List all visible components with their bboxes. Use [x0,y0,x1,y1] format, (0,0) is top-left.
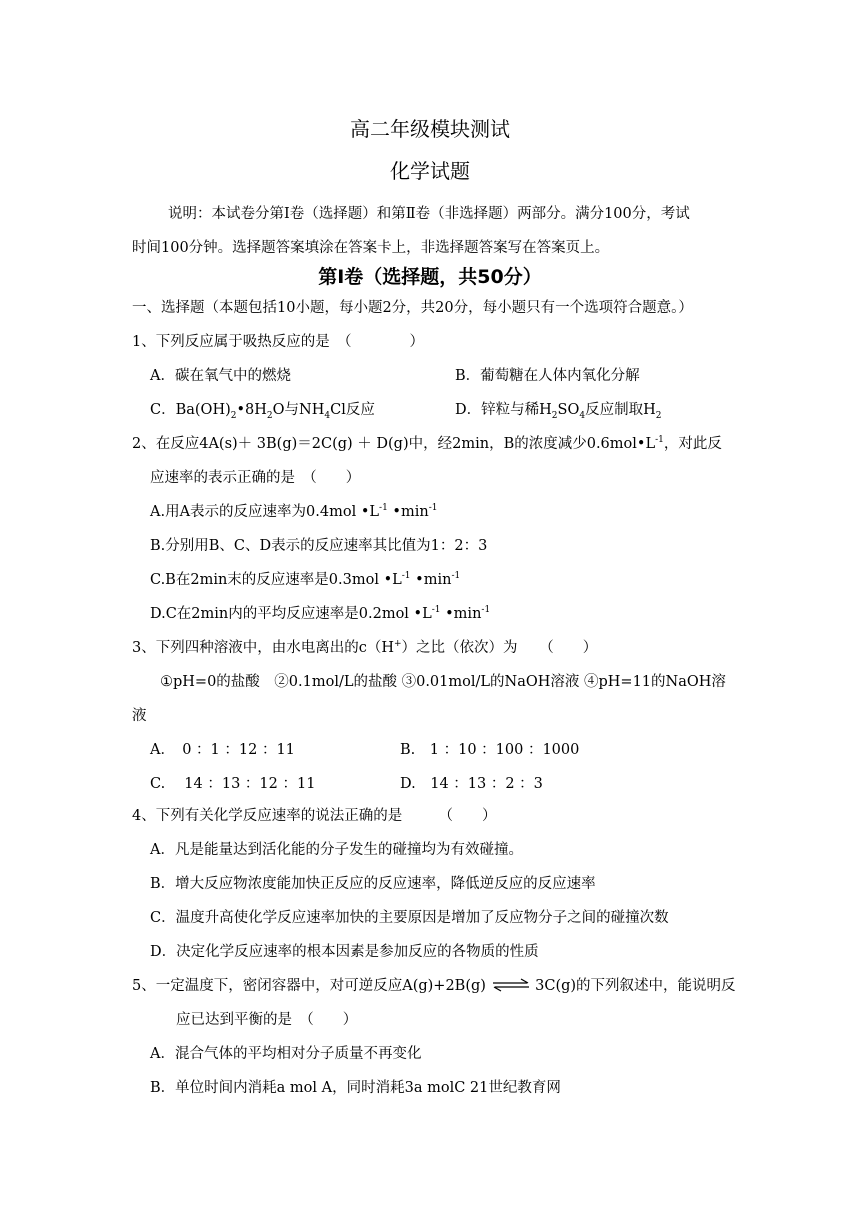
q3-option-c: C. 14 ：13 ：12 ：11 [150,776,316,792]
q1-option-d-text: SO [557,402,580,418]
q5-stem-line-1 [132,976,736,996]
superscript: -1 [379,503,388,514]
part-heading: 一、选择题（本题包括10小题，每小题2分，共20分，每小题只有一个选项符合题意。） [132,300,693,316]
q1-option-d [455,400,661,420]
q1-option-b: B．葡萄糖在人体内氧化分解 [455,368,640,384]
q1-option-c-text: •8H [236,402,267,418]
q3-option-d: D. 14 ：13 ：2 ：3 [400,776,543,792]
q1-option-a: A．碳在氧气中的燃烧 [150,368,291,384]
q3-stem-text: 3、下列四种溶液中，由水电离出的c（H [132,640,394,656]
q1-option-c-text: Cl反应 [330,402,375,418]
q1-option-c-text: C．Ba(OH) [150,402,231,418]
q4-option-d: D．决定化学反应速率的根本因素是参加反应的各物质的性质 [150,944,539,960]
q2-option-d-text: D.C在2min内的平均反应速率是0.2mol •L [150,606,432,622]
subscript: 4 [324,410,331,421]
q3-items-line: ①pH=0的盐酸 ②0.1mol/L的盐酸 ③0.01mol/L的NaOH溶液 ④pH=11的NaOH溶 [160,674,726,690]
q3-items-wrap: 液 [132,708,147,724]
q3-stem-text: ）之比（依次）为 （ ） [401,640,598,656]
q1-stem: 1、下列反应属于吸热反应的是 （ ） [132,334,424,350]
q5-stem-text: 3C(g)的下列叙述中，能说明反 [535,978,736,994]
q4-option-c: C．温度升高使化学反应速率加快的主要原因是增加了反应物分子之间的碰撞次数 [150,910,669,926]
superscript: -1 [431,605,441,616]
superscript: -1 [401,571,411,582]
equilibrium-arrow-icon [491,978,531,992]
q2-stem-text: 2、在反应4A(s)＋ 3B(g)＝2C(g) ＋ D(g)中，经2min，B的浓度减少0.6mol•L [132,436,656,452]
exam-title: 高二年级模块测试 [350,117,510,141]
q1-option-c-text: O与NH [272,402,325,418]
q2-option-a-text: A.用A表示的反应速率为0.4mol •L [150,504,380,520]
q1-option-d-text: 反应制取H [585,402,656,418]
q2-stem-line-2: 应速率的表示正确的是 （ ） [150,470,361,486]
q5-stem-line-2: 应已达到平衡的是 （ ） [176,1012,358,1028]
q5-option-a: A．混合气体的平均相对分子质量不再变化 [150,1046,422,1062]
superscript: -1 [428,503,438,514]
q3-stem [132,638,597,658]
q4-option-b: B．增大反应物浓度能加快正反应的反应速率，降低逆反应的反应速率 [150,876,596,892]
q3-option-b: B. 1 ：10 ：100 ：1000 [400,742,580,758]
q1-option-d-text: D．锌粒与稀H [455,402,552,418]
q5-stem-text: 5、一定温度下，密闭容器中，对可逆反应A(g)+2B(g) [132,978,486,994]
q1-option-c [150,400,375,420]
subscript: 2 [230,410,237,421]
superscript: -1 [451,571,461,582]
subscript: 2 [266,410,273,421]
q4-option-a: A．凡是能量达到活化能的分子发生的碰撞均为有效碰撞。 [150,842,523,858]
instructions-line-1: 说明：本试卷分第Ⅰ卷（选择题）和第Ⅱ卷（非选择题）两部分。满分100分，考试 [168,206,690,222]
q2-stem-text: ，对此反 [663,436,722,452]
superscript: -1 [655,435,664,446]
section-title: 第Ⅰ卷（选择题，共50分） [318,266,542,288]
q2-option-d-text: •min [440,606,482,622]
instructions-line-2: 时间100分钟。选择题答案填涂在答案卡上，非选择题答案写在答案页上。 [132,240,610,256]
q2-option-c-text: C.B在2min末的反应速率是0.3mol •L [150,572,402,588]
q2-option-a-text: •min [387,504,429,520]
q2-stem-line-1 [132,434,722,454]
exam-subtitle: 化学试题 [390,159,470,183]
subscript: 4 [579,410,586,421]
subscript: 2 [551,410,558,421]
q2-option-c [150,570,460,590]
q5-option-b: B．单位时间内消耗a mol A，同时消耗3a molC 21世纪教育网 [150,1080,561,1096]
q2-option-a [150,502,437,522]
q4-stem: 4、下列有关化学反应速率的说法正确的是 （ ） [132,808,497,824]
subscript: 2 [655,410,662,421]
q3-option-a: A． 0 ：1 ：12 ：11 [150,742,295,758]
superscript: + [394,639,402,650]
q2-option-d [150,604,490,624]
superscript: -1 [481,605,491,616]
q2-option-c-text: •min [410,572,452,588]
q2-option-b: B.分别用B、C、D表示的反应速率其比值为1：2：3 [150,538,488,554]
